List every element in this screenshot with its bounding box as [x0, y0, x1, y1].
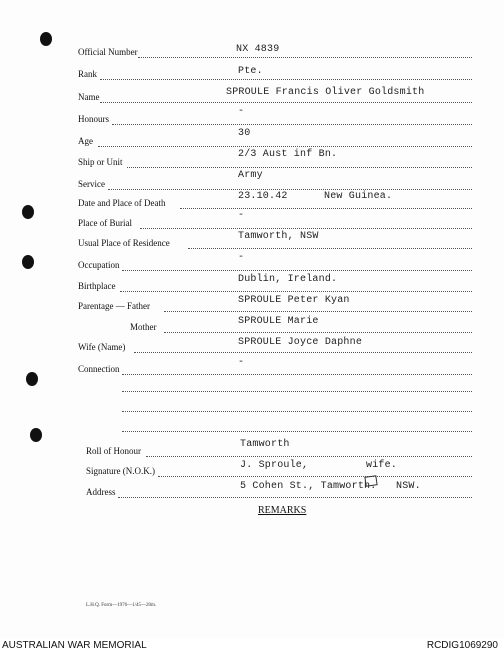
dotted-line: [122, 411, 472, 412]
dotted-line: [122, 391, 472, 392]
dotted-line: [122, 270, 472, 271]
punch-hole: [22, 255, 34, 269]
signature-value: J. Sproule,: [240, 460, 309, 471]
dotted-line: [180, 208, 472, 209]
dotted-line: [164, 311, 472, 312]
name-value: SPROULE Francis Oliver Goldsmith: [226, 87, 425, 98]
archive-footer: [0, 638, 504, 654]
remarks-heading: REMARKS: [258, 505, 307, 516]
dotted-line: [118, 497, 472, 498]
dotted-line: [100, 102, 472, 103]
residence-label: Usual Place of Residence: [78, 238, 170, 248]
address-label: Address: [86, 487, 116, 497]
residence-value: Tamworth, NSW: [238, 231, 319, 242]
dotted-line: [140, 228, 472, 229]
dotted-line: [146, 456, 472, 457]
rank-value: Pte.: [238, 66, 263, 77]
dotted-line: [122, 431, 472, 432]
death-place-value: New Guinea.: [324, 191, 393, 202]
dotted-line: [122, 374, 472, 375]
mother-label: Mother: [130, 322, 157, 332]
dotted-line: [138, 57, 472, 58]
birthplace-label: Birthplace: [78, 281, 116, 291]
punch-hole: [22, 205, 34, 219]
ship-or-unit-value: 2/3 Aust inf Bn.: [238, 149, 338, 160]
footer-institution: AUSTRALIAN WAR MEMORIAL: [2, 640, 147, 651]
mother-value: SPROULE Marie: [238, 316, 319, 327]
father-value: SPROULE Peter Kyan: [238, 295, 350, 306]
birthplace-value: Dublin, Ireland.: [238, 274, 338, 285]
handwritten-correction: [364, 475, 377, 487]
signature-label: Signature (N.O.K.): [86, 466, 155, 476]
burial-label: Place of Burial: [78, 218, 132, 228]
ship-or-unit-label: Ship or Unit: [78, 157, 123, 167]
form-number: L.H.Q. Form—1976—1/45—20m.: [86, 603, 157, 608]
death-date-value: 23.10.42: [238, 191, 288, 202]
rank-label: Rank: [78, 69, 97, 79]
father-label: Parentage — Father: [78, 301, 150, 311]
dotted-line: [158, 476, 472, 477]
dotted-line: [127, 167, 472, 168]
honours-label: Honours: [78, 114, 109, 124]
signature-relation: wife.: [366, 460, 398, 471]
dotted-line: [134, 352, 472, 353]
honours-value: -: [238, 106, 245, 117]
punch-hole: [26, 372, 38, 386]
wife-value: SPROULE Joyce Daphne: [238, 337, 363, 348]
address-state: NSW.: [396, 481, 421, 492]
connection-value: -: [238, 357, 245, 368]
age-value: 30: [238, 128, 251, 139]
dotted-line: [164, 332, 472, 333]
occupation-value: -: [238, 252, 245, 263]
official-number-label: Official Number: [78, 47, 138, 57]
roll-of-honour-label: Roll of Honour: [86, 446, 141, 456]
connection-label: Connection: [78, 364, 120, 374]
roll-of-honour-value: Tamworth: [240, 439, 290, 450]
wife-label: Wife (Name): [78, 342, 126, 352]
service-label: Service: [78, 179, 105, 189]
dotted-line: [188, 248, 472, 249]
dotted-line: [120, 291, 472, 292]
occupation-label: Occupation: [78, 260, 120, 270]
age-label: Age: [78, 136, 93, 146]
footer-record-id: RCDIG1069290: [426, 640, 498, 651]
dotted-line: [100, 79, 472, 80]
service-value: Army: [238, 170, 263, 181]
dotted-line: [108, 189, 472, 190]
dotted-line: [112, 124, 472, 125]
punch-hole: [40, 32, 52, 46]
punch-hole: [30, 428, 42, 442]
dotted-line: [98, 146, 472, 147]
official-number-value: NX 4839: [236, 44, 280, 55]
death-label: Date and Place of Death: [78, 198, 166, 208]
burial-value: -: [238, 210, 245, 221]
name-label: Name: [78, 92, 100, 102]
address-value: 5 Cohen St., Tamworth.: [240, 481, 377, 492]
